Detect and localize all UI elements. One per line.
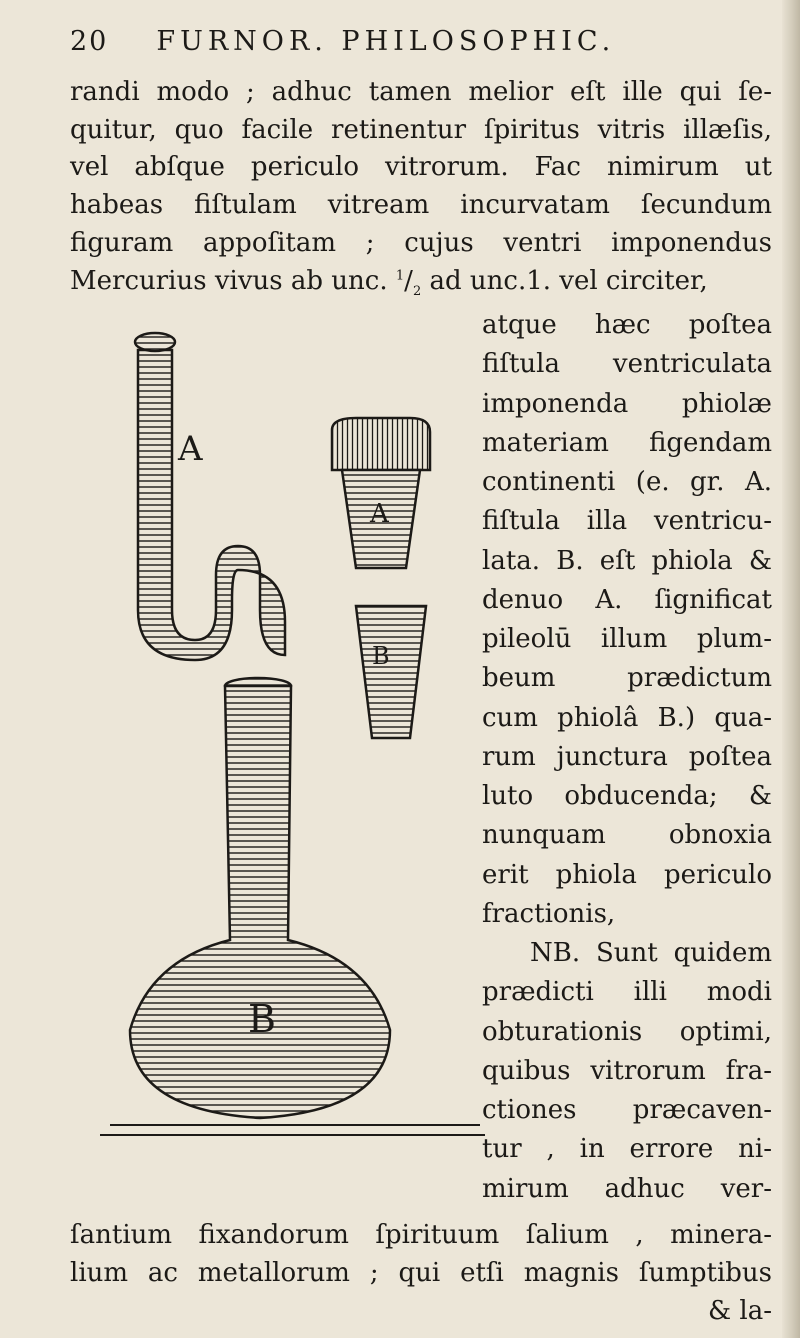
text-line: quitur, quo facile retinentur ſpiritus vitris illæſis,	[70, 115, 772, 145]
catchword: & la-	[707, 1296, 772, 1326]
column-line: continenti (e. gr. A.	[482, 467, 772, 497]
label-a-cap: A	[370, 499, 389, 529]
column-line: nunquam obnoxia	[482, 820, 772, 850]
text-line: vel abſque periculo vitrorum. Fac nimirum ut	[70, 152, 772, 182]
running-header	[70, 22, 710, 62]
text-line-fraction: Mercurius vivus ab unc. $^1/_2$ ad unc.1. vel circiter,	[70, 266, 708, 300]
column-line: mirum adhuc ver-	[482, 1174, 772, 1204]
phiola-flask	[100, 678, 485, 1135]
column-line: beum prædictum	[482, 663, 772, 693]
running-title: FURNOR. PHILOSOPHIC.	[156, 26, 616, 57]
text-line: figuram appoſitam ; cujus ventri imponendus	[70, 228, 772, 258]
column-line: lata. B. eſt phiola &	[482, 546, 772, 576]
text-line: ſantium fixandorum ſpirituum ſalium , minera-	[70, 1220, 772, 1250]
text-line: randi modo ; adhuc tamen melior eſt ille qui ſe-	[70, 77, 772, 107]
label-b-stopper: B	[372, 642, 390, 670]
lead-cap	[332, 418, 430, 568]
flask-woodcut	[80, 670, 490, 1190]
label-a-tube: A	[178, 429, 203, 469]
column-line: luto obducenda; &	[482, 781, 772, 811]
column-line: ctiones præcaven-	[482, 1095, 772, 1125]
text-line: lium ac metallorum ; qui etſi magnis ſumptibus	[70, 1258, 772, 1288]
column-line: fiſtula ventriculata	[482, 349, 772, 379]
column-line: fiſtula illa ventricu-	[482, 506, 772, 536]
column-line: NB. Sunt quidem	[530, 938, 772, 968]
column-line: erit phiola periculo	[482, 860, 772, 890]
column-line: cum phiolâ B.) qua-	[482, 703, 772, 733]
column-line: materiam figendam	[482, 428, 772, 458]
column-line: imponenda phiolæ	[482, 389, 772, 419]
column-line: obturationis optimi,	[482, 1017, 772, 1047]
column-line: denuo A. ſignificat	[482, 585, 772, 615]
line6-start: Mercurius vivus ab unc.	[70, 266, 388, 296]
fraction-numerator: 1	[395, 268, 405, 284]
column-line: fractionis,	[482, 899, 616, 929]
column-line: tur , in errore ni-	[482, 1134, 772, 1164]
column-line: atque hæc poſtea	[482, 310, 772, 340]
bent-tube	[135, 333, 285, 660]
page-number: 20	[70, 26, 109, 57]
line6-end: ad unc.1. vel circiter,	[421, 266, 708, 296]
column-line: pileolū illum plum-	[482, 624, 772, 654]
column-line: quibus vitrorum fra-	[482, 1056, 772, 1086]
label-b-flask: B	[248, 997, 276, 1041]
column-line: rum junctura poſtea	[482, 742, 772, 772]
page-gutter	[782, 0, 800, 1338]
fraction-denominator: 2	[412, 284, 422, 300]
column-line: prædicti illi modi	[482, 977, 772, 1007]
text-line: habeas fiſtulam vitream incurvatam ſecundum	[70, 190, 772, 220]
